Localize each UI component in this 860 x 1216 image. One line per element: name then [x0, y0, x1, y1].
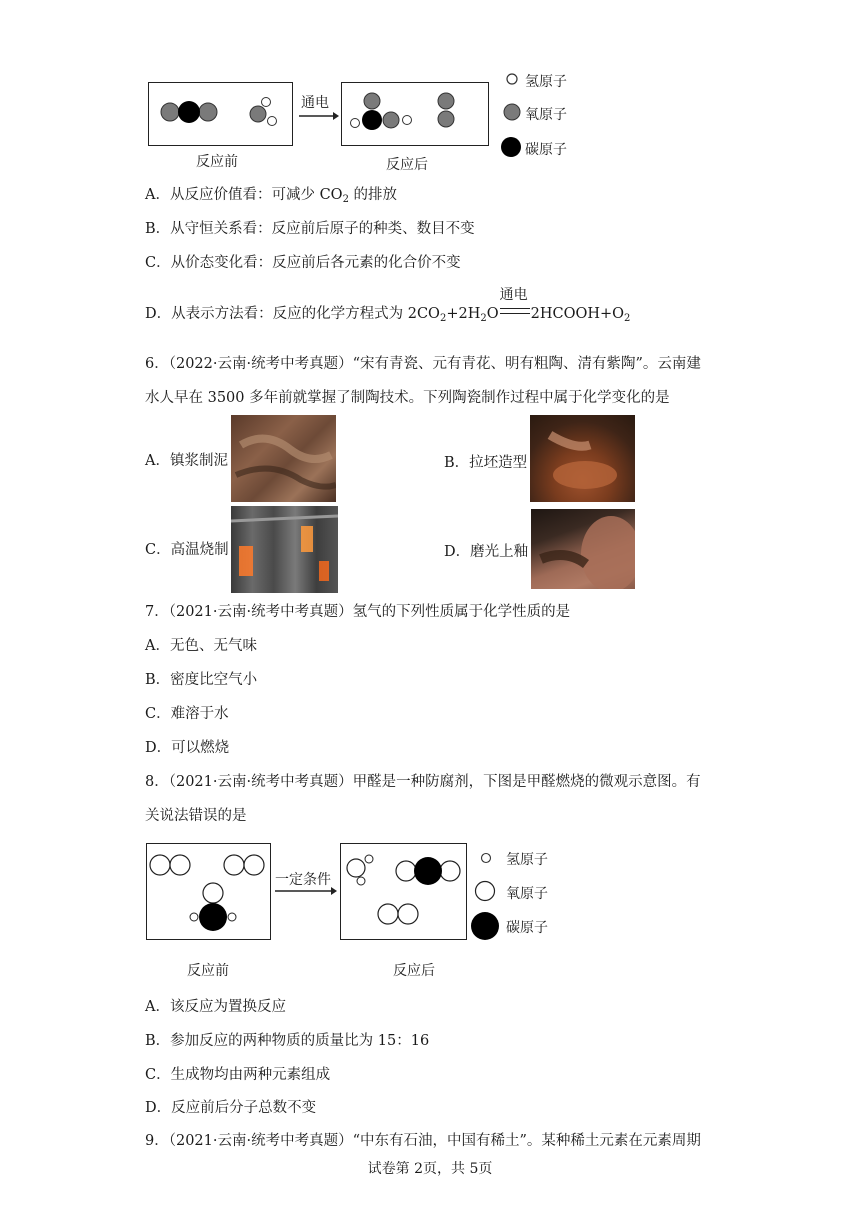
ch2o-oxygen-atom — [203, 883, 223, 903]
equation-condition — [499, 287, 530, 324]
diagram1-before-molecules — [148, 82, 293, 146]
legend-carbon-label: 碳原子 — [525, 142, 567, 158]
q6-option-c: C．高温烧制 — [145, 542, 229, 558]
diagram2-condition: 一定条件 — [275, 872, 331, 888]
o2-oxygen-atom — [398, 904, 418, 924]
o2-oxygen-atom — [170, 855, 190, 875]
diagram2-after-molecules — [340, 843, 467, 940]
page-footer: 试卷第 2页，共 5页 — [367, 1161, 493, 1177]
q5-option-a: A．从反应价值看：可减少 $CO_2$ 的排放 — [145, 187, 398, 205]
h2o-oxygen-atom — [347, 859, 365, 877]
q8-option-b: B．参加反应的两种物质的质量比为 15：16 — [145, 1033, 430, 1049]
legend-carbon-label: 碳原子 — [506, 920, 548, 936]
photo-kiln-firing — [231, 506, 338, 593]
h2o-oxygen-atom — [250, 106, 266, 122]
co2-oxygen-atom — [396, 861, 416, 881]
hcooh-oxygen-atom — [364, 93, 380, 109]
diagram2-after-label: 反应后 — [393, 963, 435, 979]
legend-hydrogen-label: 氢原子 — [525, 74, 567, 90]
diagram1-condition: 通电 — [301, 95, 329, 111]
q6-option-d: D．磨光上釉 — [444, 544, 529, 560]
q6-option-b: B．拉坯造型 — [444, 455, 528, 471]
oxygen-atom-icon — [474, 880, 496, 902]
o2-oxygen-atom — [224, 855, 244, 875]
q7-option-c: C．难溶于水 — [145, 706, 229, 722]
o2-oxygen-atom — [378, 904, 398, 924]
q5-option-d: D．从表示方法看：反应的化学方程式为 $2CO_2+2H_2O$ 通电 $2HCOOH+O_2$ — [145, 287, 631, 324]
q6-option-a: A．镇浆制泥 — [145, 453, 228, 469]
q7-option-d: D．可以燃烧 — [145, 740, 230, 756]
q6-stem-line1: 6．（2022·云南·统考中考真题）“宋有青瓷、元有青花、明有粗陶、清有紫陶”。云南建 — [145, 356, 701, 372]
h2o-hydrogen-atom — [357, 877, 365, 885]
diagram2-arrow — [275, 886, 337, 896]
hcooh-hydrogen-atom — [351, 119, 360, 128]
q8-stem-line2: 关说法错误的是 — [145, 808, 247, 824]
q6-stem-line2: 水人早在 3500 多年前就掌握了制陶技术。下列陶瓷制作过程中属于化学变化的是 — [145, 390, 670, 406]
diagram1-arrow — [299, 111, 339, 121]
diagram2-before-molecules — [146, 843, 271, 940]
carbon-atom-icon — [470, 911, 500, 941]
q8-option-d: D．反应前后分子总数不变 — [145, 1100, 317, 1116]
hcooh-hydrogen-atom — [403, 116, 412, 125]
q5-option-c: C．从价态变化看：反应前后各元素的化合价不变 — [145, 255, 461, 271]
q7-stem: 7．（2021·云南·统考中考真题）氢气的下列性质属于化学性质的是 — [145, 604, 571, 620]
o2-oxygen-atom — [244, 855, 264, 875]
q8-option-c: C．生成物均由两种元素组成 — [145, 1067, 331, 1083]
legend-hydrogen-label: 氢原子 — [506, 852, 548, 868]
q8-stem-line1: 8．（2021·云南·统考中考真题）甲醛是一种防腐剂，下图是甲醛燃烧的微观示意图。有 — [145, 774, 701, 790]
q9-stem-line1: 9．（2021·云南·统考中考真题）“中东有石油，中国有稀土”。某种稀土元素在元素周期 — [145, 1133, 701, 1149]
h2o-hydrogen-atom — [262, 98, 271, 107]
ch2o-hydrogen-atom — [190, 913, 198, 921]
hydrogen-atom-icon — [480, 852, 492, 864]
q7-option-b: B．密度比空气小 — [145, 672, 258, 688]
diagram2-before-label: 反应前 — [187, 963, 229, 979]
photo-polishing-glazing — [531, 509, 635, 589]
equation-condition-text: 通电 — [499, 287, 528, 303]
hydrogen-atom-icon — [505, 72, 519, 86]
ch2o-carbon-atom — [199, 903, 227, 931]
co2-oxygen-atom — [161, 103, 179, 121]
q5-option-b: B．从守恒关系看：反应前后原子的种类、数目不变 — [145, 221, 475, 237]
h2o-hydrogen-atom — [365, 855, 373, 863]
hcooh-oxygen-atom — [383, 112, 399, 128]
co2-carbon-atom — [178, 101, 200, 123]
h2o-hydrogen-atom — [268, 117, 277, 126]
co2-oxygen-atom — [199, 103, 217, 121]
o2-oxygen-atom — [150, 855, 170, 875]
equation-equals-sign — [500, 308, 530, 314]
o2-oxygen-atom — [438, 111, 454, 127]
diagram1-after-label: 反应后 — [386, 157, 428, 173]
legend-oxygen-label: 氧原子 — [525, 107, 567, 123]
hcooh-carbon-atom — [362, 110, 382, 130]
diagram1-before-label: 反应前 — [196, 154, 238, 170]
carbon-atom-icon — [500, 136, 522, 158]
co2-oxygen-atom — [440, 861, 460, 881]
q8-option-a: A．该反应为置换反应 — [145, 999, 286, 1015]
q7-option-a: A．无色、无气味 — [145, 638, 257, 654]
diagram1-after-molecules — [341, 82, 489, 146]
photo-pottery-wheel-throwing — [530, 415, 635, 502]
legend-oxygen-label: 氧原子 — [506, 886, 548, 902]
photo-clay-mixing-hands — [231, 415, 336, 502]
co2-carbon-atom — [414, 857, 442, 885]
oxygen-atom-icon — [502, 102, 522, 122]
ch2o-hydrogen-atom — [228, 913, 236, 921]
o2-oxygen-atom — [438, 93, 454, 109]
